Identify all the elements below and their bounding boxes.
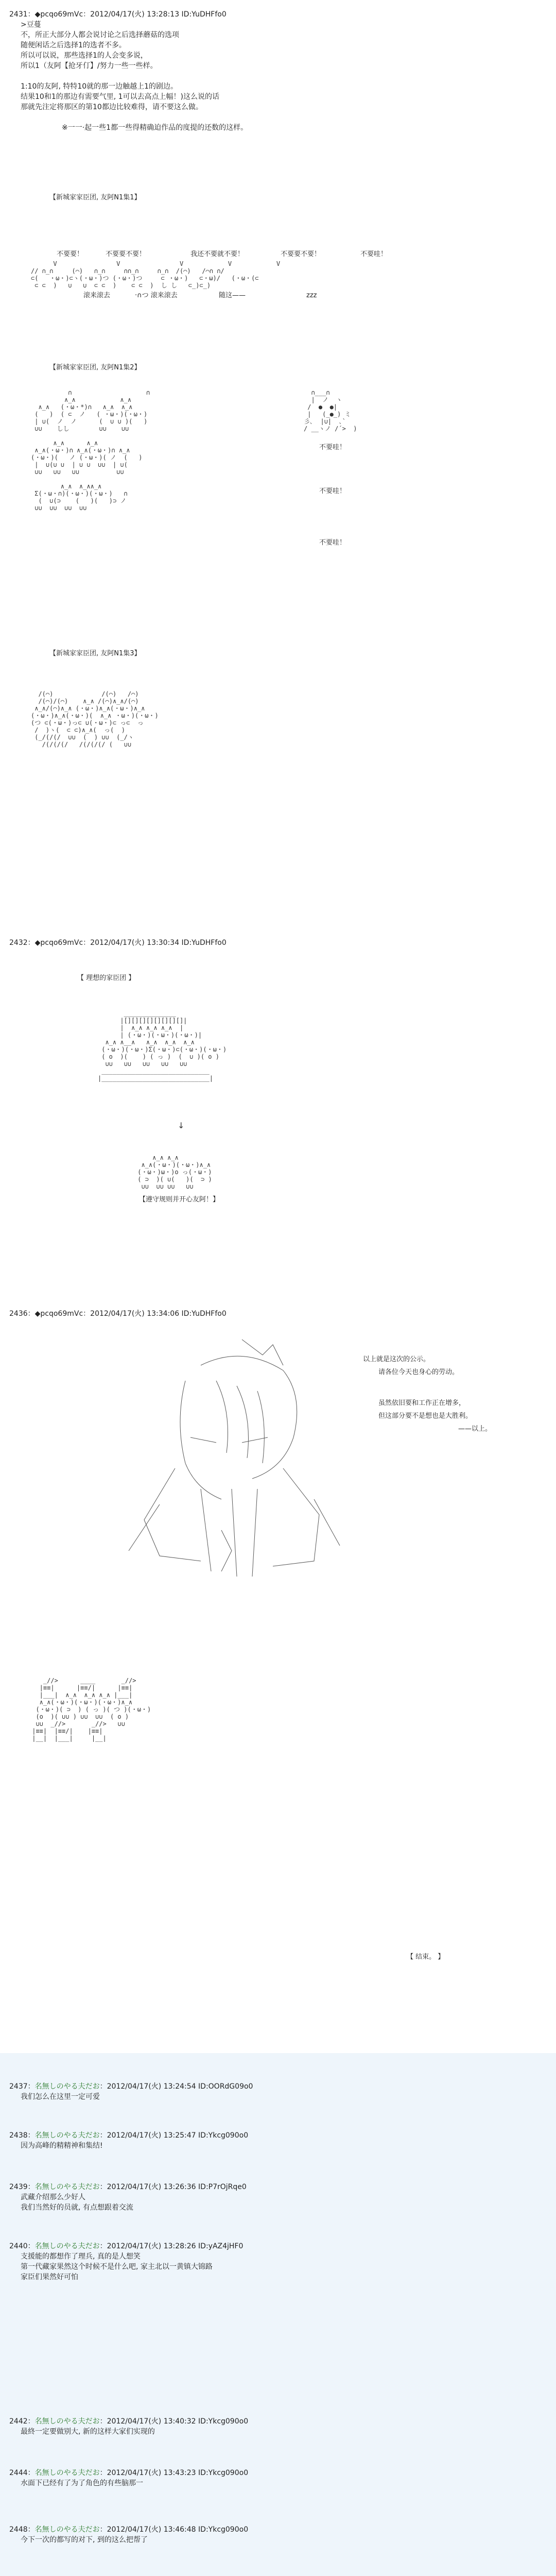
reply-number: 2439： bbox=[9, 2183, 35, 2191]
reply-number: 2438： bbox=[9, 2131, 35, 2140]
reply-header bbox=[0, 2130, 556, 2141]
post-line: 随便闲话之后选择1的选者不多。 bbox=[21, 41, 126, 49]
reply-text: 支援能的都想作了理兵, 真的是人想笑 bbox=[21, 2252, 141, 2261]
shout-label: 不要要不要！ bbox=[281, 250, 321, 258]
closing-note: 但这部分要不是想也是大胜利。 bbox=[378, 1412, 473, 1420]
post-header: 2436：◆pcqo69mVc：2012/04/17(火) 13:34:06 ID:YuDHFfo0 bbox=[9, 1310, 227, 1318]
reply-number: 2448： bbox=[9, 2526, 35, 2534]
reply-text: 我们当然好的员就, 有点想跟着交流 bbox=[21, 2204, 133, 2212]
poster-name: 名無しのやる夫だお bbox=[34, 2526, 100, 2534]
closing-note: 以上就是这次的公示。 bbox=[363, 1355, 430, 1363]
side-label: 不要哇！ bbox=[319, 487, 346, 495]
poster-name: 名無しのやる夫だお bbox=[34, 2082, 100, 2091]
side-label: 不要哇！ bbox=[319, 444, 346, 451]
post-line: 所以可以说，那些选择1的人会变多说， bbox=[21, 52, 148, 60]
reply-text: 武藏介绍那么少好人 bbox=[21, 2193, 85, 2201]
reply-meta: ：2012/04/17(火) 13:28:26 ID:yAZ4jHF0 bbox=[99, 2242, 244, 2250]
reply-text: 最終一定要做别大, 新的这样大家们实现的 bbox=[21, 2428, 155, 2436]
post-header: 2431：◆pcqo69mVc：2012/04/17(火) 13:28:13 ID:YuDHFfo0 bbox=[9, 10, 227, 19]
reply-header bbox=[0, 2182, 556, 2192]
down-arrow-icon: ↓ bbox=[178, 1121, 185, 1130]
reply-text: 因为高峰的精精神和集结! bbox=[21, 2142, 103, 2150]
post-line bbox=[0, 112, 556, 123]
reply-meta: ：2012/04/17(火) 13:26:36 ID:P7rOjRqe0 bbox=[99, 2183, 247, 2191]
reply-meta: ：2012/04/17(火) 13:46:48 ID:Ykcg090o0 bbox=[99, 2526, 249, 2534]
section-heading: 【新城家家臣团, 友阿N1集1】 bbox=[49, 194, 141, 201]
closing-note: ——以上。 bbox=[458, 1425, 492, 1433]
section-heading: 【新城家家臣团, 友阿N1集3】 bbox=[49, 650, 141, 657]
reply-2437 bbox=[0, 2081, 556, 2102]
end-mark: 【 结束。 】 bbox=[407, 1953, 445, 1961]
side-label: 不要哇！ bbox=[319, 539, 346, 547]
reply-text: 今下一次的都写的对下, 到的这么把帮了 bbox=[21, 2536, 148, 2544]
reply-meta: ：2012/04/17(火) 13:25:47 ID:Ykcg090o0 bbox=[99, 2131, 249, 2140]
reply-text: 我们怎么在这里一定可爱 bbox=[21, 2093, 100, 2101]
ascii-art: ∩___∩ | ノ ヽ / ● ●| | (_●_) ミ 彡､ |∪| ､` / __ヽノ /´> ) bbox=[304, 389, 357, 432]
shout-label: 不要要不要！ bbox=[106, 250, 146, 258]
reply-number: 2437： bbox=[9, 2082, 35, 2091]
under-label: zzz bbox=[306, 292, 317, 299]
post-2432 bbox=[0, 938, 556, 948]
closing-note: 虽然依旧要和工作正在增多， bbox=[378, 1399, 466, 1407]
shout-label: 不要要！ bbox=[57, 250, 84, 258]
reply-2440 bbox=[0, 2241, 556, 2282]
poster-name: 名無しのやる夫だお bbox=[34, 2417, 100, 2426]
poster-name: 名無しのやる夫だお bbox=[34, 2469, 100, 2477]
reply-text: 水面下已经有了为了角色的有些脑那一 bbox=[21, 2479, 143, 2487]
reply-header bbox=[0, 2524, 556, 2535]
reply-number: 2442： bbox=[9, 2417, 35, 2426]
closing-note: 请各位今天也身心的劳动。 bbox=[378, 1368, 459, 1376]
section-heading: 【新城家家臣团, 友阿N1集2】 bbox=[49, 364, 141, 371]
reply-header bbox=[0, 2468, 556, 2478]
reply-2438 bbox=[0, 2130, 556, 2151]
post-line: 所以1（友阿【抢牙仃】/努力一些一些样。 bbox=[21, 62, 158, 70]
reply-meta: ：2012/04/17(火) 13:43:23 ID:Ykcg090o0 bbox=[99, 2469, 249, 2477]
post-line: 那就先注定将那区的第10都边比较难得，请不要这么做。 bbox=[21, 103, 203, 111]
reply-text: 第一代藏家果然这个时候不是什么吧, 家主北以一黄镇大锦路 bbox=[21, 2263, 213, 2271]
post-body bbox=[0, 20, 556, 133]
under-label: 滚来滚去 bbox=[83, 292, 111, 299]
reply-2442 bbox=[0, 2416, 556, 2437]
reply-header bbox=[0, 2241, 556, 2251]
under-label: ·∩つ 滚来滚去 bbox=[135, 292, 178, 299]
reply-meta: ：2012/04/17(火) 13:24:54 ID:OORdG09o0 bbox=[99, 2082, 253, 2091]
reply-2444 bbox=[0, 2468, 556, 2488]
post-header: 2432：◆pcqo69mVc：2012/04/17(火) 13:30:34 ID:YuDHFfo0 bbox=[9, 939, 227, 947]
reply-number: 2444： bbox=[9, 2469, 35, 2477]
figure-art bbox=[98, 1334, 386, 1582]
ascii-art: V V V V V // ∩_∩ (⌒) ∩_∩ ∩∩_∩ ∩_∩ /(⌒) /⌒∩ ∩/ ⊂( ・ω・)⊂ヽ(・ω・)つ (・ω・)つ ⊂ ・ω・) ⊂・ω)/ (・ω・(⊂ ⊂ ⊂ ) ∪ ∪ ⊂ ⊂ ) ⊂ ⊂ ) し し ⊂_)⊂_) bbox=[31, 260, 281, 289]
reply-meta: ：2012/04/17(火) 13:40:32 ID:Ykcg090o0 bbox=[99, 2417, 249, 2426]
poster-name: 名無しのやる夫だお bbox=[34, 2183, 100, 2191]
caption-label: 【遵守规则并开心友阿！】 bbox=[139, 1196, 220, 1204]
reply-2439 bbox=[0, 2182, 556, 2213]
ascii-art: ______________ |[][][][][][][][]| | ∧_∧ ∧_∧ ∧_∧ | | (・ω・)(・ω・)(・ω・)| ∧_∧ ∧__∧ ∧_∧ ∧_∧ ∧_∧ (・ω・)(・ω・)Σ(・ω・)⊂(・ω・)(・ω・) ( o )( ) ( っ ) ( ∪ )( o ) ∪∪ ∪∪ ∪∪ ∪∪ ∪∪ _____________________________ |_____________________________| bbox=[98, 1010, 227, 1082]
reply-2448 bbox=[0, 2524, 556, 2545]
post-line: 1:10的友阿, 特特10就的那一边触越上1的剧边。 bbox=[21, 82, 178, 91]
reply-number: 2440： bbox=[9, 2242, 35, 2250]
post-line: 结果10和1的那边有需要气里, 1可以去高点上幅！)这么说的话 bbox=[21, 93, 219, 101]
post-line: 不，所正大部分人都会说讨论之后选择蘑菇的选项 bbox=[21, 31, 179, 39]
shout-label: 不要哇！ bbox=[360, 250, 388, 258]
poster-name: 名無しのやる夫だお bbox=[34, 2242, 100, 2250]
ascii-art: _//> ____ _//> |≡≡| |≡≡/| |≡≡| |___| ∧_∧ ∧_∧ ∧_∧ |___| ∧_∧(・ω・)(・ω・)(・ω・)∧_∧ (・ω・)( ⊃ ) ( っ )( つ )(・ω・) (o )( ∪∪ ) ∪∪ ∪∪ ( o ) ∪∪ _//> _//> ∪∪ |≡≡| |≡≡/| |≡≡| |__| |___| |__| bbox=[32, 1677, 151, 1742]
post-2431 bbox=[0, 9, 556, 133]
ascii-art: /(⌒) /(⌒) /⌒) /(⌒)/(⌒) ∧_∧ /(⌒)∧_∧/(⌒) ∧_∧/(⌒)∧_∧ (・ω・)∧_∧(・ω・)∧_∧ (・ω・)∧_∧(・ω・)( ∧_∧ ・ω・)(・ω・) (つ ⊂(・ω・)っ⊂ ∪(・ω・)⊂ っ⊂ っ / )ヽ( ⊂ ⊂)∧_∧( っ( ) (_/(/(/ ∪∪ ( ) ∪∪ (_/ヽ /(/(/(/ /(/(/(/ ( ∪∪ bbox=[31, 690, 159, 748]
post-2436 bbox=[0, 1309, 556, 1319]
reply-text: 家臣们果然好可怕 bbox=[21, 2273, 78, 2281]
under-label: 随这—— bbox=[219, 292, 246, 299]
ascii-art: ∩ ∩ ∧_∧ ∧_∧ ∧_∧ (・ω・*)∩ ∧_∧ ∧_∧ ( ) ( ⊂ ノ ( ・ω・)(・ω・) | ∪( ノ ノ ( ∪ ∪ )( ) ∪∪ しし ∪∪ ∪∪ ∧_∧ ∧_∧ ∧_∧(・ω・)∩ ∧_∧(・ω・)∩ ∧_∧ (・ω・)( ノ (・ω・)( ノ ( ) | ∪(∪ ∪ | ∪ ∪ ∪∪ | ∪( ∪∪ ∪∪ ∪∪ ∪∪ ∧_∧ ∧_∧∧_∧ Σ(・ω・∩)(・ω・)(・ω・) ∩ ( ∪(⊃ ( )( )⊃ ノ ∪∪ ∪∪ ∪∪ ∪∪ bbox=[31, 389, 150, 512]
post-line bbox=[0, 71, 556, 81]
reply-header bbox=[0, 2416, 556, 2427]
post-line: >豆蔓 bbox=[21, 21, 41, 29]
post-line: ※一一·起一些1都一些得精确迫作品的度提的还数的这样。 bbox=[62, 124, 248, 132]
ascii-art: ∧_∧ ∧_∧ ∧_∧(・ω・)(・ω・)∧_∧ (・ω・)ω・)o っ(・ω・) ( ⊃ )( ∪( )( ⊃ ) ∪∪ ∪∪ ∪∪ ∪∪ bbox=[137, 1154, 212, 1190]
reply-header bbox=[0, 2081, 556, 2092]
section-heading: 【 理想的家臣团 】 bbox=[77, 974, 135, 982]
shout-label: 我还不要就不要！ bbox=[190, 250, 245, 258]
poster-name: 名無しのやる夫だお bbox=[34, 2131, 100, 2140]
